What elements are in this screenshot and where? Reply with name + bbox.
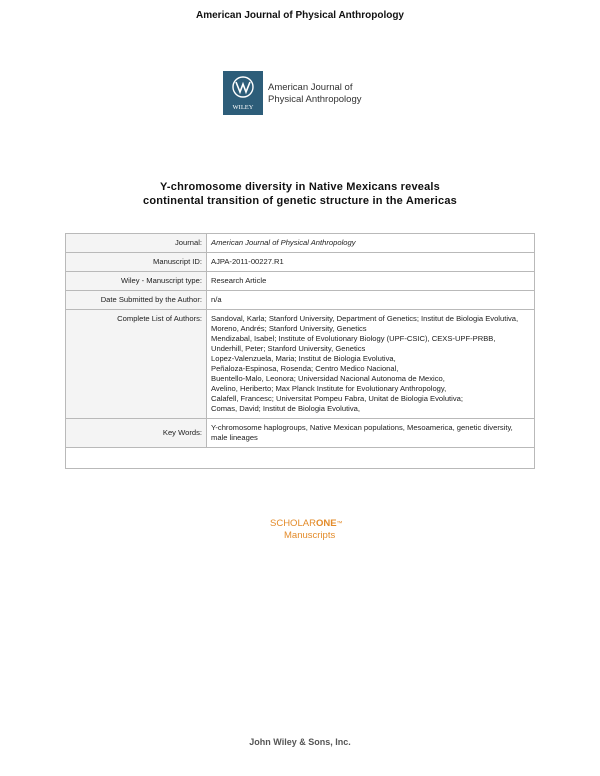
date-submitted-row	[66, 291, 535, 310]
journal-row	[66, 234, 535, 253]
authors-row	[66, 310, 535, 419]
author-entry: Avelino, Heriberto; Max Planck Institute for Evolutionary Anthropology,	[211, 384, 447, 393]
author-entry: Lopez-Valenzuela, Maria; Institut de Biologia Evolutiva,	[211, 354, 396, 363]
empty-row	[66, 448, 535, 469]
paper-title-line-1: Y-chromosome diversity in Native Mexicans reveals	[159, 181, 441, 193]
author-entry: Sandoval, Karla; Stanford University, Department of Genetics; Institut de Biologia Evolutiva,	[211, 314, 519, 323]
manuscript-info-table	[65, 233, 535, 469]
authors-label: Complete List of Authors:	[66, 310, 207, 419]
date-submitted-value: n/a	[207, 291, 535, 310]
manuscript-type-row	[66, 272, 535, 291]
date-submitted-label: Date Submitted by the Author:	[66, 291, 207, 310]
journal-label: Journal:	[66, 234, 207, 253]
wiley-logo	[223, 71, 263, 115]
manuscript-id-value: AJPA-2011-00227.R1	[207, 253, 535, 272]
author-entry: Mendizabal, Isabel; Institute of Evolutionary Biology (UPF-CSIC), CEXS-UPF-PRBB,	[211, 334, 496, 343]
scholarone-logo	[270, 518, 343, 542]
manuscript-id-label: Manuscript ID:	[66, 253, 207, 272]
trademark-mark: ™	[336, 521, 343, 527]
scholarone-subtitle: Manuscripts	[284, 530, 336, 541]
logo-line-1: American Journal of	[268, 82, 353, 93]
journal-logo-text	[268, 82, 361, 106]
author-entry: Underhill, Peter; Stanford University, Genetics	[211, 344, 366, 353]
author-entry: Peñaloza-Espinosa, Rosenda; Centro Medico Nacional,	[211, 364, 399, 373]
author-entry: Buentello-Malo, Leonora; Universidad Nacional Autonoma de Mexico,	[211, 374, 445, 383]
scholarone-brand-b: ONE	[315, 518, 337, 529]
paper-title-line-2: continental transition of genetic structure in the Americas	[143, 195, 457, 207]
author-entry: Calafell, Francesc; Universitat Pompeu Fabra, Unitat de Biologia Evolutiva;	[211, 394, 463, 403]
authors-list	[207, 310, 535, 419]
logo-line-2: Physical Anthropology	[268, 94, 362, 105]
keywords-value: Y-chromosome haplogroups, Native Mexican populations, Mesoamerica, genetic diversity, male lineages	[207, 419, 535, 448]
scholarone-brand-a: SCHOLAR	[270, 518, 316, 529]
keywords-label: Key Words:	[66, 419, 207, 448]
journal-value: American Journal of Physical Anthropology	[207, 234, 535, 253]
running-header: American Journal of Physical Anthropology	[196, 10, 404, 21]
manuscript-type-value: Research Article	[207, 272, 535, 291]
keywords-row	[66, 419, 535, 448]
author-entry: Comas, David; Institut de Biologia Evolutiva,	[211, 404, 360, 413]
empty-cell	[66, 448, 535, 469]
wiley-wordmark: WILEY	[232, 104, 254, 111]
author-entry: Moreno, Andrés; Stanford University, Genetics	[211, 324, 367, 333]
publisher-footer: John Wiley & Sons, Inc.	[249, 737, 351, 747]
manuscript-id-row	[66, 253, 535, 272]
paper-title	[0, 180, 600, 208]
manuscript-type-label: Wiley - Manuscript type:	[66, 272, 207, 291]
wiley-emblem-icon	[223, 71, 263, 115]
